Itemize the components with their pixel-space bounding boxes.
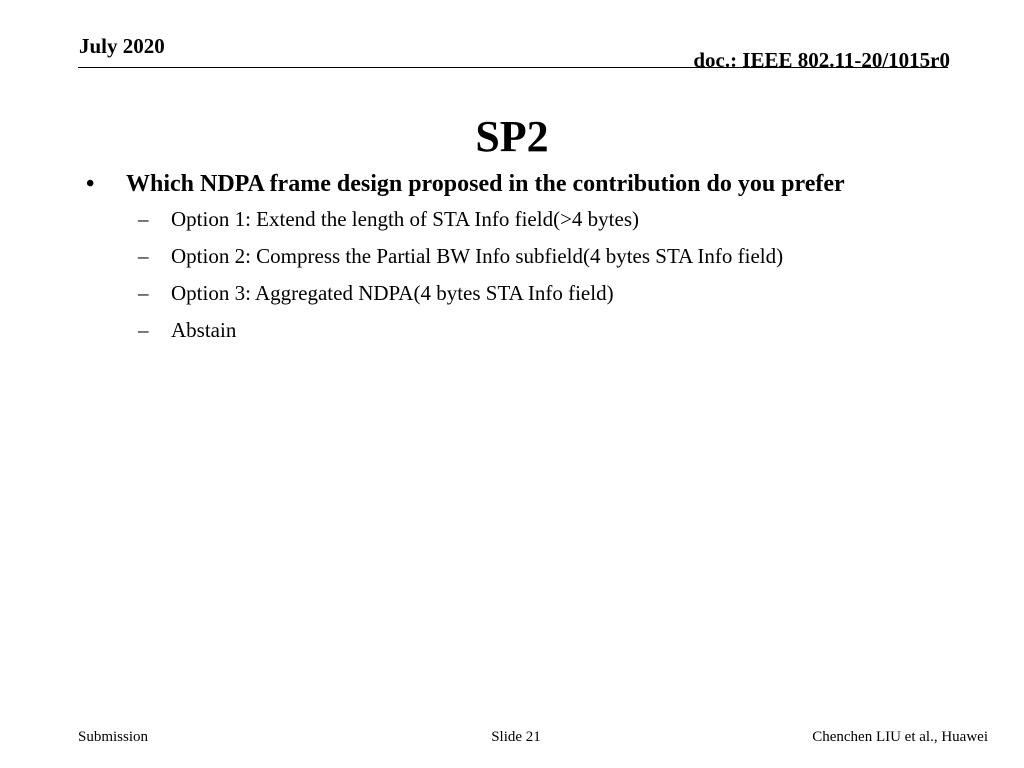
list-item-option-3 xyxy=(138,279,946,307)
list-item-abstain xyxy=(138,316,946,344)
question-bullet xyxy=(86,168,946,201)
option-text: Option 2: Compress the Partial BW Info subfield(4 bytes STA Info field) xyxy=(171,244,784,268)
option-text: Option 1: Extend the length of STA Info field(>4 bytes) xyxy=(171,207,639,231)
list-item-option-2 xyxy=(138,242,946,270)
slide-content xyxy=(86,168,946,353)
dash-marker: – xyxy=(138,244,149,268)
footer-slide-number: Slide 21 xyxy=(491,729,541,745)
question-text: Which NDPA frame design proposed in the contribution do you prefer xyxy=(126,171,845,197)
dash-marker: – xyxy=(138,207,149,231)
option-text: Abstain xyxy=(171,318,237,342)
slide-title: SP2 xyxy=(475,112,549,161)
footer-author: Chenchen LIU et al., Huawei xyxy=(812,729,988,745)
list-item-option-1 xyxy=(138,205,946,233)
options-list xyxy=(86,205,946,344)
option-text: Option 3: Aggregated NDPA(4 bytes STA Info field) xyxy=(171,281,614,305)
bullet-marker: • xyxy=(86,171,95,197)
header-date: July 2020 xyxy=(79,34,165,58)
header-divider xyxy=(78,67,948,68)
footer-submission: Submission xyxy=(78,729,149,745)
dash-marker: – xyxy=(138,281,149,305)
dash-marker: – xyxy=(138,318,149,342)
header-doc-id: doc.: IEEE 802.11-20/1015r0 xyxy=(693,48,950,72)
